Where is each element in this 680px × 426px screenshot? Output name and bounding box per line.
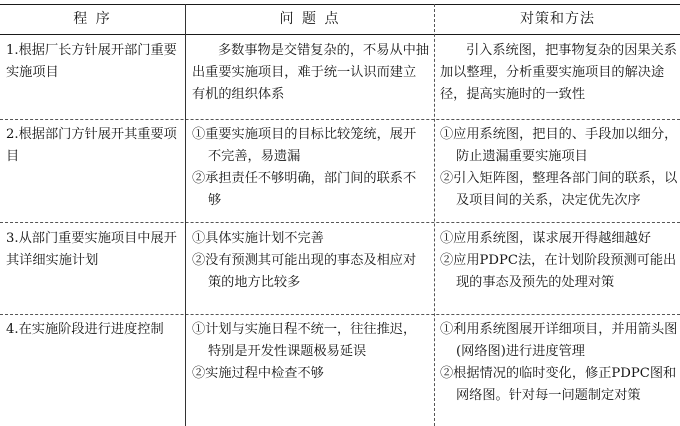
row-2-method [440,124,680,212]
row-1-problem [192,40,429,106]
row-4-procedure [6,319,182,341]
method-text: 引入系统图，把事物复杂的因果关系加以整理，分析重要实施项目的解决途径，提高实施时的一致性 [440,43,677,102]
method-text: ②根据情况的临时变化，修正PDPC图和网络图。针对每一问题制定对策 [440,366,677,403]
header-method: 对策和方法 [520,11,595,27]
method-text: ①应用系统图，谋求展开得越细越好 [440,231,651,246]
method-text: ②引入矩阵图，整理各部门间的联系，以及项目间的关系，决定优先次序 [440,171,678,208]
problem-text: ①具体实施计划不完善 [192,231,324,246]
row-1-method [440,40,680,106]
method-text: ②应用PDPC法，在计划阶段预测可能出现的事态及预先的处理对策 [440,253,677,290]
header-procedure: 程 序 [73,11,112,27]
column-divider [434,4,435,426]
row-1-procedure [6,40,182,84]
method-text: ①利用系统图展开详细项目，并用箭头图(网络图)进行进度管理 [440,322,678,359]
procedure-text: 3.从部门重要实施项目中展开其详细实施计划 [6,231,177,268]
column-divider [185,4,186,426]
row-3-procedure [6,228,182,272]
header-bottom-rule [0,34,680,35]
problem-text: ①计划与实施日程不统一，往往推迟，特别是开发性课题极易延误 [192,322,417,359]
procedure-text: 4.在实施阶段进行进度控制 [6,322,164,337]
problem-text: ②实施过程中检查不够 [192,366,324,381]
procedure-text: 2.根据部门方针展开其重要项目 [6,127,177,164]
problem-text: ②承担责任不够明确，部门间的联系不够 [192,171,417,208]
row-3-method [440,228,680,294]
row-4-problem [192,319,429,385]
table-top-rule [0,4,680,5]
row-divider [0,119,680,120]
row-3-problem [192,228,429,294]
problem-text: ①重要实施项目的目标比较笼统，展开不完善，易遗漏 [192,127,417,164]
procedure-text: 1.根据厂长方针展开部门重要实施项目 [6,43,177,80]
problem-text: 多数事物是交错复杂的，不易从中抽出重要实施项目，难于统一认识而建立有机的组织体系 [192,43,429,102]
row-divider [0,314,680,315]
method-text: ①应用系统图，把目的、手段加以细分，防止遗漏重要实施项目 [440,127,678,164]
problem-text: ②没有预测其可能出现的事态及相应对策的地方比较多 [192,253,417,290]
row-2-procedure [6,124,182,168]
row-4-method [440,319,680,407]
header-problem: 问 题 点 [279,11,341,27]
row-2-problem [192,124,429,212]
row-divider [0,222,680,223]
